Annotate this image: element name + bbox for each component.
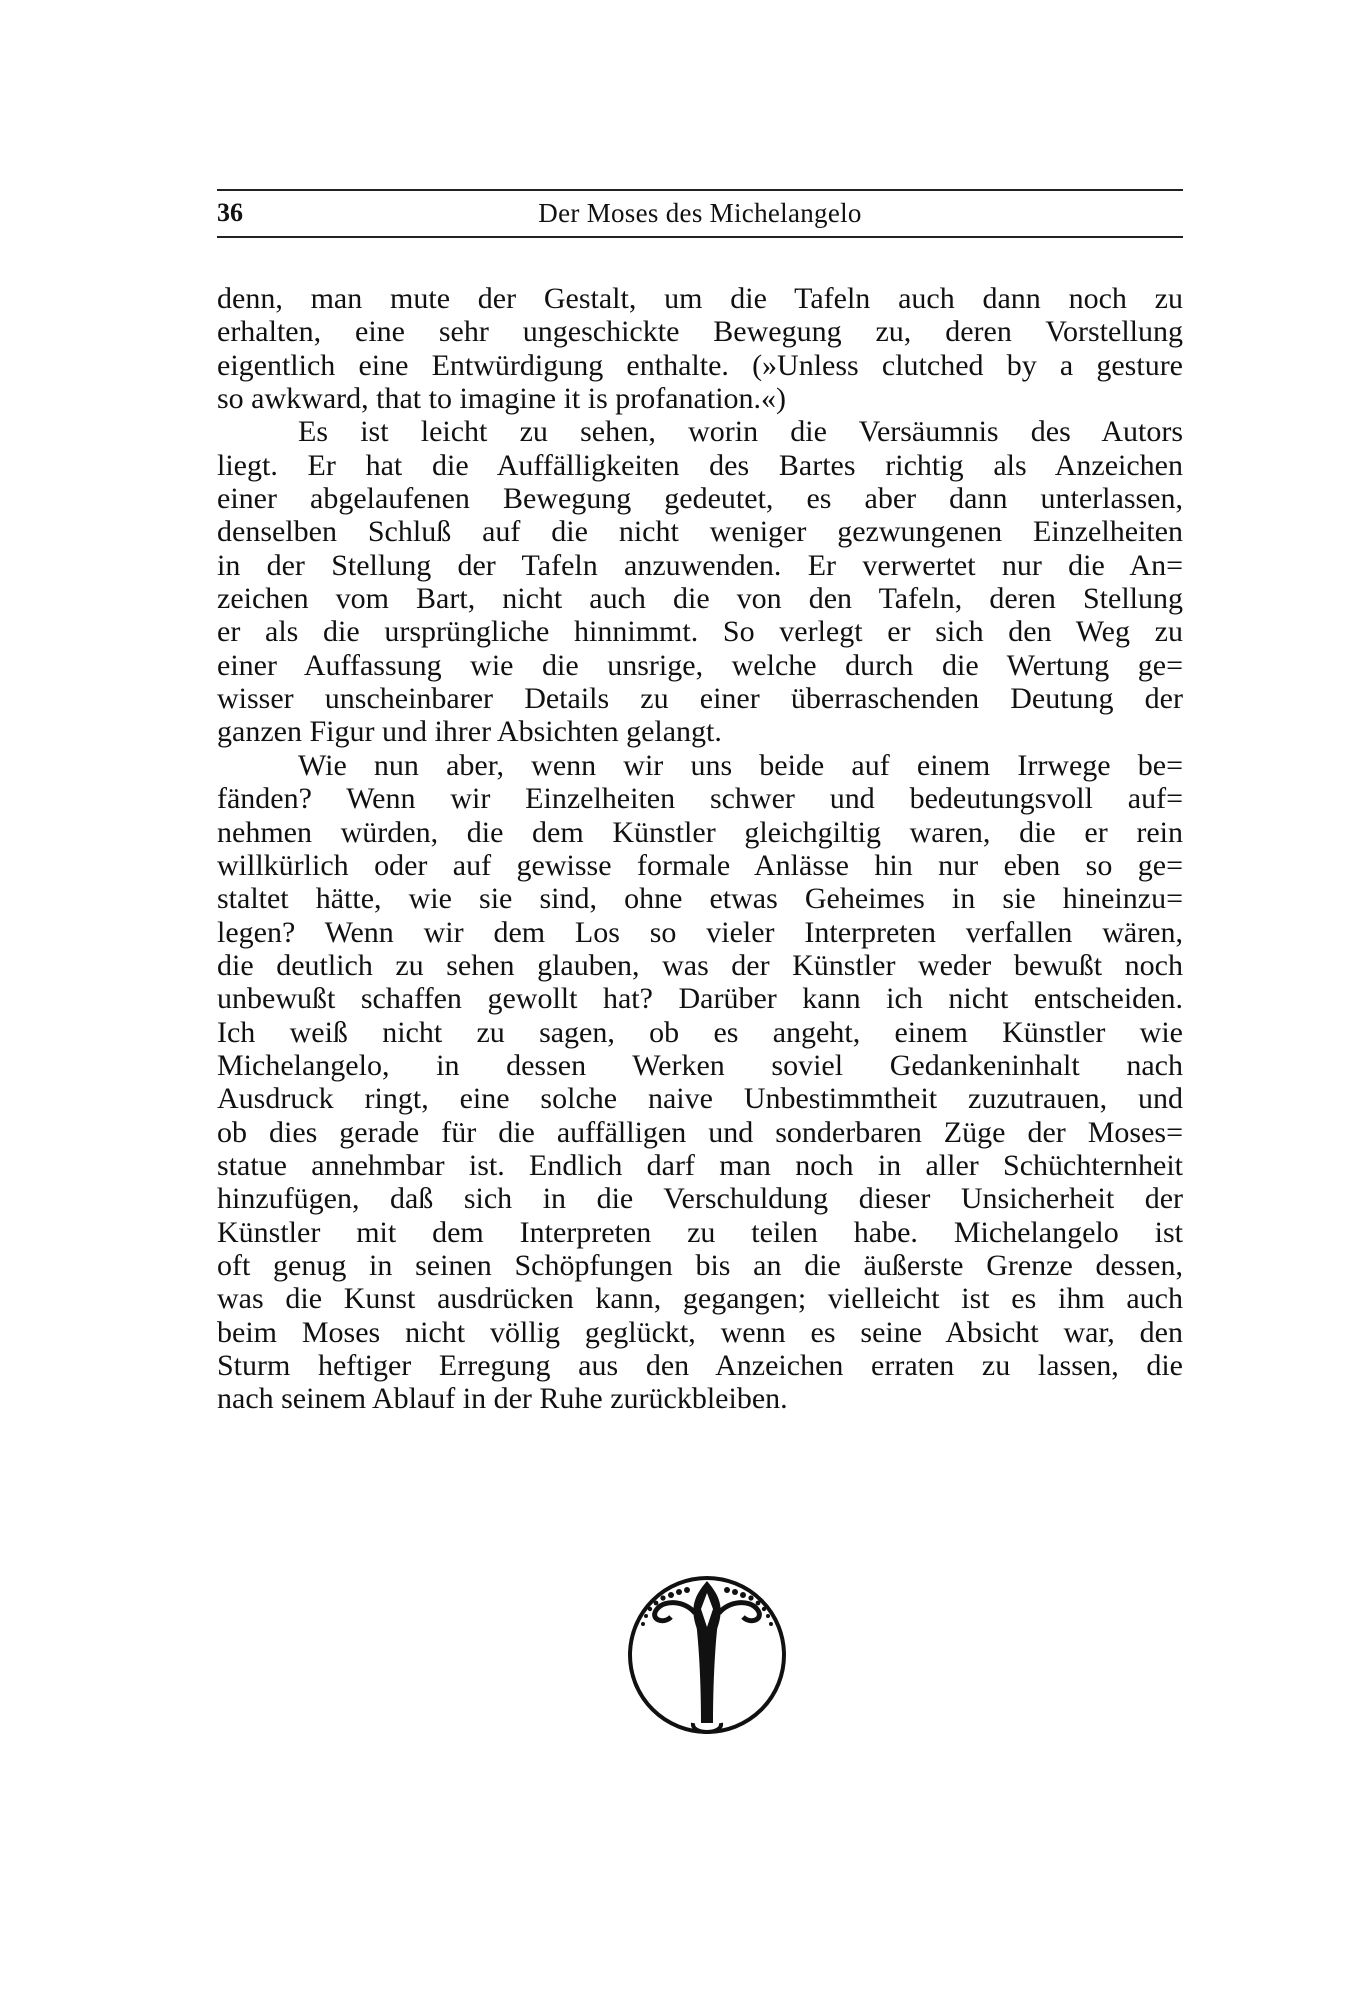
text-line: die deutlich zu sehen glauben, was der Künstler weder bewußt noch — [217, 948, 1183, 982]
text-line: zeichen vom Bart, nicht auch die von den Tafeln, deren Stellung — [217, 582, 1183, 616]
text-line: in der Stellung der Tafeln anzuwenden. Er verwertet nur die An= — [217, 548, 1183, 582]
text-line: unbewußt schaffen gewollt hat? Darüber kann ich nicht entscheiden. — [217, 982, 1183, 1016]
header-rule-bottom — [217, 236, 1183, 238]
text-line: legen? Wenn wir dem Los so vieler Interpreten verfallen wären, — [217, 915, 1183, 949]
text-line: eigentlich eine Entwürdigung enthalte. (»Unless clutched by a gesture — [217, 348, 1183, 382]
text-line: denn, man mute der Gestalt, um die Tafeln auch dann noch zu — [217, 282, 1183, 315]
text-line: was die Kunst ausdrücken kann, gegangen; vielleicht ist es ihm auch — [217, 1282, 1183, 1316]
text-line: beim Moses nicht völlig geglückt, wenn es seine Absicht war, den — [217, 1315, 1183, 1349]
text-line: nehmen würden, die dem Künstler gleichgiltig waren, die er rein — [217, 815, 1183, 849]
text-line: staltet hätte, wie sie sind, ohne etwas Geheimes in sie hineinzu= — [217, 882, 1183, 916]
text-line: wisser unscheinbarer Details zu einer überraschenden Deutung der — [217, 682, 1183, 716]
text-line: Wie nun aber, wenn wir uns beide auf einem Irrwege be= — [298, 748, 1183, 782]
text-line: ob dies gerade für die auffälligen und sonderbaren Züge der Moses= — [217, 1115, 1183, 1149]
text-line: ganzen Figur und ihrer Absichten gelangt. — [217, 715, 722, 749]
text-line: erhalten, eine sehr ungeschickte Bewegung zu, deren Vorstellung — [217, 315, 1183, 349]
body-text — [217, 282, 1183, 1416]
page-number: 36 — [217, 198, 243, 227]
text-line: willkürlich oder auf gewisse formale Anlässe hin nur eben so ge= — [217, 848, 1183, 882]
text-line: denselben Schluß auf die nicht weniger gezwungenen Einzelheiten — [217, 515, 1183, 549]
text-line: einer abgelaufenen Bewegung gedeutet, es aber dann unterlassen, — [217, 482, 1183, 516]
printer-ornament-icon — [625, 1573, 789, 1737]
running-head-title: Der Moses des Michelangelo — [538, 198, 862, 228]
text-line: oft genug in seinen Schöpfungen bis an die äußerste Grenze dessen, — [217, 1248, 1183, 1282]
text-line: so awkward, that to imagine it is profanation.«) — [217, 382, 787, 416]
text-line: fänden? Wenn wir Einzelheiten schwer und bedeutungsvoll auf= — [217, 782, 1183, 816]
text-line: liegt. Er hat die Auffälligkeiten des Bartes richtig als Anzeichen — [217, 448, 1183, 482]
text-line: Künstler mit dem Interpreten zu teilen habe. Michelangelo ist — [217, 1215, 1183, 1249]
text-line: Ich weiß nicht zu sagen, ob es angeht, einem Künstler wie — [217, 1015, 1183, 1049]
text-line: Es ist leicht zu sehen, worin die Versäumnis des Autors — [298, 415, 1183, 449]
text-line: statue annehmbar ist. Endlich darf man noch in aller Schüchternheit — [217, 1148, 1183, 1182]
text-line: hinzufügen, daß sich in die Verschuldung dieser Unsicherheit der — [217, 1182, 1183, 1216]
text-line: Michelangelo, in dessen Werken soviel Gedankeninhalt nach — [217, 1048, 1183, 1082]
text-line: er als die ursprüngliche hinnimmt. So verlegt er sich den Weg zu — [217, 615, 1183, 649]
text-line: einer Auffassung wie die unsrige, welche durch die Wertung ge= — [217, 648, 1183, 682]
header-rule-top — [217, 189, 1183, 191]
text-line: Sturm heftiger Erregung aus den Anzeichen erraten zu lassen, die — [217, 1349, 1183, 1382]
text-line: nach seinem Ablauf in der Ruhe zurückbleiben. — [217, 1382, 788, 1416]
text-line: Ausdruck ringt, eine solche naive Unbestimmtheit zuzutrauen, und — [217, 1082, 1183, 1116]
